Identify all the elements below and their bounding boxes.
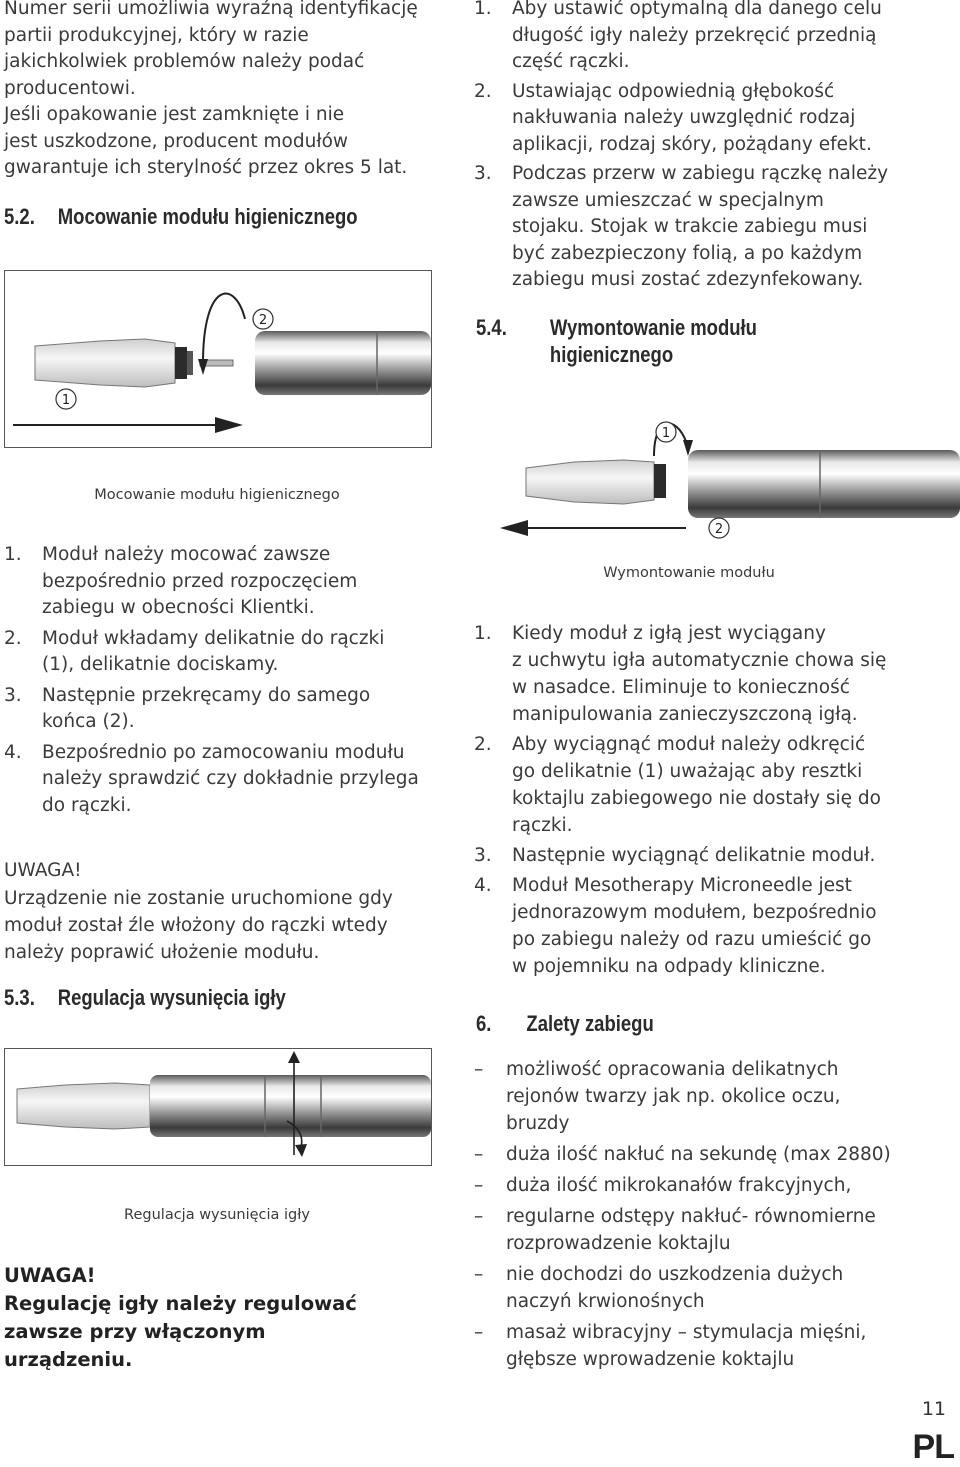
warning-line: moduł został źle włożony do rączki wtedy — [4, 915, 388, 936]
section-title: Regulacja wysunięcia igły — [57, 985, 286, 1010]
section-title: Wymontowanie modułu — [549, 315, 757, 340]
item-line: po zabiegu należy od razu umieścić go — [512, 929, 872, 950]
section-5-4-heading — [476, 314, 757, 368]
section-title: Mocowanie modułu higienicznego — [57, 204, 358, 229]
rotate-arrow — [203, 294, 245, 363]
item-line: końca (2). — [42, 711, 135, 732]
item-line: zawsze umieszczać w specjalnym — [512, 189, 824, 211]
list-item — [474, 79, 944, 159]
warning-line: zawsze przy włączonym — [4, 1320, 266, 1343]
figure-adjustment-caption: Regulacja wysunięcia igły — [124, 1207, 310, 1223]
benefits-list — [474, 1056, 954, 1377]
item-line: naczyń krwionośnych — [506, 1291, 705, 1312]
mount-steps-list — [4, 542, 444, 819]
intro-line: partii produkcyjnej, który w razie — [4, 24, 309, 46]
hygiene-module — [526, 460, 654, 504]
warning-line: należy poprawić ułożenie modułu. — [4, 942, 320, 963]
list-item — [474, 1203, 954, 1257]
intro-line: jakichkolwiek problemów należy podać — [4, 51, 365, 72]
item-line: – duża ilość nakłuć na sekundę (max 2880) — [506, 1144, 891, 1165]
section-number: 5.3. — [4, 985, 35, 1010]
figure-mounting-caption: Mocowanie modułu higienicznego — [94, 487, 340, 503]
item-line: Kiedy moduł z igłą jest wyciągany — [512, 623, 826, 644]
item-line: w pojemniku na odpady kliniczne. — [512, 956, 826, 977]
item-line: rozprowadzenie koktajlu — [506, 1233, 731, 1254]
section-number: 5.4. — [476, 315, 507, 340]
intro-line: Numer serii umożliwia wyraźną identyfikację — [4, 0, 418, 19]
warning-1 — [4, 857, 444, 966]
handpiece-body — [688, 450, 960, 518]
item-line: go delikatnie (1) uważając aby resztki — [512, 761, 863, 782]
item-line: Aby ustawić optymalną dla danego celu — [512, 0, 882, 19]
list-item — [474, 1141, 954, 1168]
section-title: Zalety zabiegu — [526, 1011, 654, 1036]
item-number: 4. — [4, 741, 22, 763]
item-number: 2. — [474, 80, 492, 102]
warning-2 — [4, 1262, 444, 1374]
item-line: Następnie wyciągnąć delikatnie moduł. — [512, 845, 876, 866]
handpiece-body — [150, 1075, 431, 1137]
intro-line: gwarantuje ich sterylność przez okres 5 lat. — [4, 157, 408, 178]
warning-line: urządzeniu. — [4, 1348, 133, 1371]
handpiece-body — [255, 331, 431, 395]
list-item — [474, 1319, 954, 1373]
list-item — [474, 161, 944, 294]
list-item — [4, 626, 444, 679]
item-line: z uchwytu igła automatycznie chowa się — [512, 650, 887, 671]
item-number: 3. — [474, 163, 492, 184]
item-number: 1. — [474, 0, 492, 19]
item-line: Moduł Mesotherapy Microneedle jest — [512, 875, 852, 896]
intro-line: jest uszkodzone, producent modułów — [4, 130, 349, 152]
figure-adjustment — [4, 1048, 432, 1166]
marker-1: 1 — [61, 393, 71, 408]
item-line: manipulowania zanieczyszczoną igłą. — [512, 704, 858, 725]
item-number: 1. — [474, 623, 492, 644]
item-line: długość igły należy przekręcić przednią — [512, 24, 877, 46]
item-line: – masaż wibracyjny – stymulacja mięśni, — [506, 1322, 867, 1343]
item-line: – możliwość opracowania delikatnych — [506, 1059, 839, 1080]
section-5-3-heading — [4, 984, 286, 1011]
item-number: 2. — [4, 627, 22, 649]
item-line: koktajlu zabiegowego nie dostały się do — [512, 788, 881, 809]
item-line: Bezpośrednio po zamocowaniu modułu — [42, 741, 405, 763]
page-number: 11 — [921, 1398, 946, 1420]
item-line: zabiegu musi zostać zdezynfekowany. — [512, 269, 864, 290]
figure-mounting — [4, 270, 432, 448]
item-line: – regularne odstępy nakłuć- równomierne — [506, 1206, 876, 1227]
language-code: PL — [912, 1428, 954, 1466]
section-title-cont: higienicznego — [549, 342, 674, 367]
list-item — [4, 740, 444, 820]
item-line: aplikacji, rodzaj skóry, pożądany efekt. — [512, 133, 872, 155]
item-number: 3. — [4, 684, 22, 706]
marker-2: 2 — [258, 313, 268, 328]
adjust-steps-list — [474, 0, 944, 294]
item-line: Moduł należy mocować zawsze — [42, 544, 331, 565]
item-number: 1. — [4, 544, 22, 565]
item-line: (1), delikatnie dociskamy. — [42, 654, 279, 675]
section-5-2-heading — [4, 203, 358, 230]
list-item — [474, 0, 944, 76]
intro-line: producentowi. — [4, 77, 136, 99]
item-line: Podczas przerw w zabiegu rączkę należy — [512, 163, 889, 184]
item-line: – duża ilość mikrokanałów frakcyjnych, — [506, 1175, 852, 1196]
list-item — [474, 872, 944, 980]
figure-removal — [474, 400, 960, 550]
item-line: Moduł wkładamy delikatnie do rączki — [42, 627, 385, 649]
item-line: bruzdy — [506, 1113, 570, 1134]
adjustment-illustration — [5, 1049, 431, 1165]
warning-title: UWAGA! — [4, 1264, 96, 1287]
section-6-heading — [476, 1010, 654, 1037]
item-line: bezpośrednio przed rozpoczęciem — [42, 570, 358, 592]
item-line: głębsze wprowadzenie koktajlu — [506, 1349, 795, 1370]
hygiene-module — [35, 339, 175, 387]
item-number: 2. — [474, 734, 492, 755]
list-item — [474, 1172, 954, 1199]
hygiene-module — [17, 1083, 150, 1129]
marker-1: 1 — [661, 426, 671, 441]
item-line: w nasadce. Eliminuje to konieczność — [512, 677, 850, 698]
warning-line: Regulację igły należy regulować — [4, 1292, 357, 1315]
item-line: Aby wyciągnąć moduł należy odkręcić — [512, 734, 866, 755]
list-item — [474, 620, 944, 728]
removal-illustration — [474, 400, 960, 550]
warning-title: UWAGA! — [4, 860, 82, 881]
item-line: część rączki. — [512, 51, 630, 72]
item-line: rączki. — [512, 815, 573, 836]
figure-removal-caption: Wymontowanie modułu — [603, 565, 775, 581]
list-item — [474, 842, 944, 869]
item-line: rejonów twarzy jak np. okolice oczu, — [506, 1086, 841, 1107]
item-line: nakłuwania należy uwzględnić rodzaj — [512, 107, 856, 128]
list-item — [4, 683, 444, 736]
intro-paragraph — [4, 0, 444, 182]
item-number: 4. — [474, 875, 492, 896]
item-line: jednorazowym modułem, bezpośrednio — [512, 902, 877, 923]
marker-2: 2 — [714, 522, 724, 537]
list-item — [4, 542, 444, 622]
list-item — [474, 1056, 954, 1137]
section-number: 6. — [476, 1011, 492, 1036]
section-number: 5.2. — [4, 204, 35, 229]
item-line: zabiegu w obecności Klientki. — [42, 597, 315, 618]
list-item — [474, 1261, 954, 1315]
item-line: Ustawiając odpowiednią głębokość — [512, 80, 835, 102]
item-line: stojaku. Stojak w trakcie zabiegu musi — [512, 216, 868, 237]
mounting-illustration — [5, 271, 431, 447]
item-line: być zabezpieczony folią, a po każdym — [512, 242, 863, 264]
list-item — [474, 731, 944, 839]
item-number: 3. — [474, 845, 492, 866]
item-line: należy sprawdzić czy dokładnie przylega — [42, 768, 419, 789]
item-line: – nie dochodzi do uszkodzenia dużych — [506, 1264, 844, 1285]
removal-steps-list — [474, 620, 944, 980]
warning-line: Urządzenie nie zostanie uruchomione gdy — [4, 888, 393, 909]
intro-line: Jeśli opakowanie jest zamknięte i nie — [4, 104, 345, 125]
item-line: do rączki. — [42, 794, 132, 816]
item-line: Następnie przekręcamy do samego — [42, 684, 371, 706]
